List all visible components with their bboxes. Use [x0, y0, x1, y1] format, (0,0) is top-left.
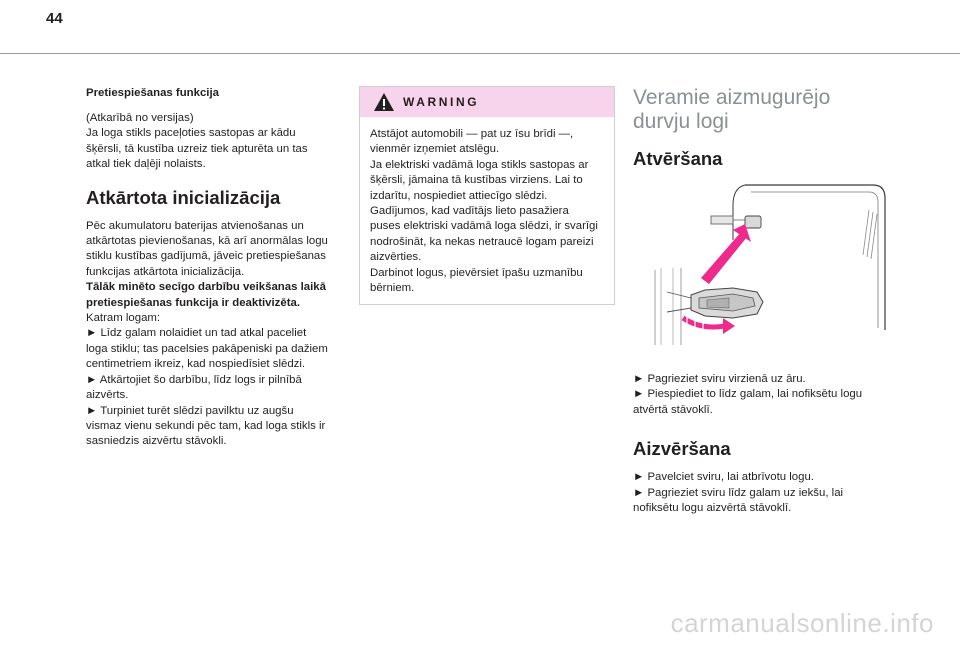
text-line: Katram logam: [86, 312, 161, 325]
text-line: Ja elektriski vadāmā loga stikls sastopas ar [370, 158, 589, 171]
column-middle [359, 86, 615, 305]
title-line: durvju logi [633, 110, 729, 133]
watermark: carmanualsonline.info [670, 608, 934, 638]
step-line: ► Turpiniet turēt slēdzi pavilktu uz augšu [86, 404, 294, 417]
text-line: sasniedzis aizvērtu stāvokli. [86, 435, 227, 448]
step-line: ► Atkārtojiet šo darbību, līdz logs ir pilnībā [86, 373, 302, 386]
text-line: puses elektriski vadāmā loga slēdzi, ir svarīgi [370, 220, 598, 233]
text-line: aizvērties. [370, 251, 422, 264]
column-right [633, 86, 895, 516]
text-line: Darbinot logus, pievērsiet īpašu uzmanību [370, 266, 583, 279]
text-line: atkārtotas pievienošanas, kā arī anormālas logu [86, 235, 328, 248]
text-line: Ja loga stikls paceļoties sastopas ar kādu [86, 127, 296, 140]
warning-triangle-icon [373, 92, 395, 112]
header-rule [0, 53, 960, 54]
warning-body [360, 117, 614, 304]
text-line: nofiksētu logu aizvērtā stāvoklī. [633, 502, 792, 515]
warning-header [360, 87, 614, 117]
closing-steps [633, 470, 895, 516]
section-heading-reinit: Atkārtota inicializācija [86, 186, 281, 208]
text-line: vismaz vienu sekundi pēc tam, kad loga stikls ir [86, 419, 326, 432]
text-line: aizvērts. [86, 389, 129, 402]
column-left [86, 86, 348, 450]
text-line: (Atkarībā no versijas) [86, 112, 194, 124]
text-line: šķērsli, jāmaina tā kustības virziens. Lai to [370, 174, 583, 187]
intro-paragraph [86, 111, 348, 173]
text-line: izdarītu, nospiediet attiecīgo slēdzi. [370, 189, 548, 202]
text-line: Gadījumos, kad vadītājs lieto pasažiera [370, 205, 569, 218]
section-heading-opening: Atvēršana [633, 148, 723, 169]
text-line: loga stiklu; tas pacelsies pakāpeniski pa dažiem [86, 342, 328, 355]
text-line: Atstājot automobili — pat uz īsu brīdi —, [370, 128, 574, 140]
step-line: ► Piespiediet to līdz galam, lai nofiksētu logu [633, 388, 863, 401]
warning-text [370, 127, 604, 296]
page-number: 44 [46, 10, 63, 27]
warning-title: WARNING [403, 95, 480, 109]
step-line: ► Pagrieziet sviru virzienā uz āru. [633, 373, 806, 385]
rear-window-latch-illustration [633, 180, 895, 357]
text-line: šķērsli, tā kustība uzreiz tiek apturēta un tas [86, 142, 308, 155]
text-line: centimetriem ikreiz, kad nospiedīsiet slēdzi. [86, 358, 306, 371]
text-line: vienmēr izņemiet atslēgu. [370, 143, 500, 156]
text-line: Pēc akumulatoru baterijas atvienošanas un [86, 219, 304, 232]
bold-text-line: Tālāk minēto secīgo darbību veikšanas laikā [86, 281, 326, 294]
text-line: atkal tiek daļēji nolaists. [86, 158, 206, 171]
text-line: nodrošināt, ka nekas netraucē logam pareizi [370, 235, 594, 248]
text-line: stiklu kustības gadījumā, jāveic pretiespiešanas [86, 250, 326, 263]
step-line: ► Pavelciet sviru, lai atbrīvotu logu. [633, 471, 814, 484]
warning-box [359, 86, 615, 305]
opening-steps [633, 372, 895, 418]
section-heading-closing: Aizvēršana [633, 438, 731, 460]
bold-text-line: pretiespiešanas funkcija ir deaktivizēta. [86, 296, 300, 309]
step-line: ► Pagrieziet sviru līdz galam uz iekšu, lai [633, 486, 844, 499]
text-line: bērniem. [370, 282, 415, 295]
step-line: ► Līdz galam nolaidiet un tad atkal paceliet [86, 327, 307, 340]
title-line: Veramie aizmugurējo [633, 86, 831, 109]
text-line: atvērtā stāvoklī. [633, 403, 713, 416]
text-line: funkcijas atkārtota inicializācija. [86, 265, 245, 278]
section-heading-anti-pinch: Pretiespiešanas funkcija [86, 87, 219, 99]
chapter-title [633, 86, 895, 134]
reinit-paragraph [86, 219, 348, 450]
